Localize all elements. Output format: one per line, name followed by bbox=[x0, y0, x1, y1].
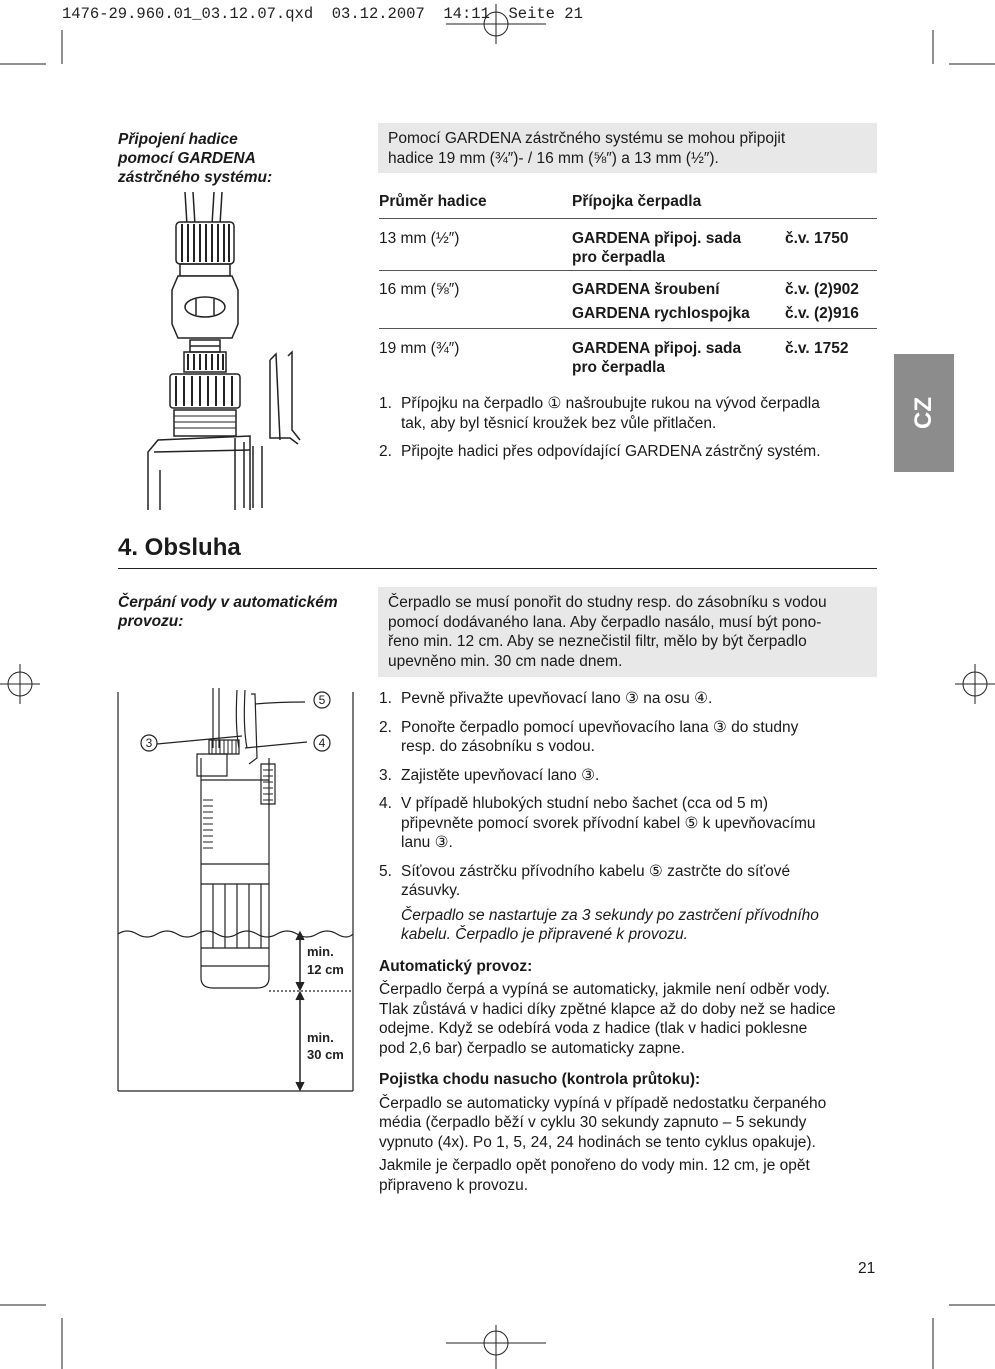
row-article: č.v. 1752 bbox=[785, 340, 849, 357]
row-size: 13 mm (½″) bbox=[379, 230, 460, 247]
step-item: 5. Síťovou zástrčku přívodního kabelu ⑤ zastrčte do síťové zásuvky. bbox=[379, 862, 791, 899]
table-row bbox=[379, 219, 877, 271]
heading-line: provozu: bbox=[118, 613, 184, 630]
step-item: 3. Zajistěte upevňovací lano ③. bbox=[379, 766, 600, 784]
header-hose-diameter: Průměr hadice bbox=[379, 193, 487, 210]
callout-4: 4 bbox=[318, 736, 326, 750]
row-article: č.v. 1750 bbox=[785, 230, 849, 247]
callout-3: 3 bbox=[145, 736, 153, 750]
box-line: hadice 19 mm (¾″)- / 16 mm (⅝″) a 13 mm (½″). bbox=[388, 149, 719, 167]
file-slug: 1476-29.960.01_03.12.07.qxd 03.12.2007 14:11 Seite 21 bbox=[62, 5, 583, 23]
heading-line: Čerpání vody v automatickém bbox=[118, 594, 338, 611]
min-30-label: min. bbox=[307, 1030, 334, 1045]
section2-side-heading bbox=[118, 593, 368, 631]
dry-run-heading: Pojistka chodu nasucho (kontrola průtoku): bbox=[379, 1071, 701, 1088]
callout-5: 5 bbox=[318, 693, 326, 707]
chapter-rule bbox=[118, 568, 877, 569]
startup-note: Čerpadlo se nastartuje za 3 sekundy po zastrčení přívodního kabelu. Čerpadlo je připravené k provozu. bbox=[401, 906, 819, 943]
page-number: 21 bbox=[858, 1260, 876, 1277]
row-product: GARDENA šroubení bbox=[572, 281, 720, 298]
box-line: pomocí dodávaného lana. Aby čerpadlo nasálo, musí být pono- bbox=[388, 613, 822, 631]
heading-line: Připojení hadice bbox=[118, 131, 238, 148]
header-pump-connection: Přípojka čerpadla bbox=[572, 193, 702, 210]
section2-steps bbox=[379, 689, 879, 901]
heading-line: zástrčného systému: bbox=[118, 169, 273, 186]
chapter-title: 4. Obsluha bbox=[118, 534, 241, 561]
step-item: 2. Ponořte čerpadlo pomocí upevňovacího lana ③ do studny resp. do zásobníku s vodou. bbox=[379, 718, 799, 755]
min-12-label: min. bbox=[307, 944, 334, 959]
box-line: Čerpadlo se musí ponořit do studny resp. do zásobníku s vodou bbox=[388, 594, 827, 611]
restart-text: Jakmile je čerpadlo opět ponořeno do vody min. 12 cm, je opět připraveno k provozu. bbox=[379, 1157, 810, 1194]
section2-info-box bbox=[378, 587, 877, 677]
box-line: upevněno min. 30 cm nade dnem. bbox=[388, 652, 623, 670]
table-header-row bbox=[379, 192, 877, 219]
step-item: 1. Přípojku na čerpadlo ① našroubujte rukou na vývod čerpadla tak, aby byl těsnicí kroužek bez vůle přitlačen. bbox=[379, 395, 820, 432]
hose-adapter-table bbox=[379, 192, 877, 384]
step-item: 1. Pevně přivažte upevňovací lano ③ na osu ④. bbox=[379, 690, 713, 707]
row-article: č.v. (2)902 bbox=[785, 281, 859, 298]
step-item: 4. V případě hlubokých studní nebo šachet (cca od 5 m) připevněte pomocí svorek přívodní kabel ⑤ k upevňovacímu lanu ③. bbox=[379, 795, 816, 851]
min-30-value: 30 cm bbox=[307, 1047, 344, 1062]
row-size: 16 mm (⅝″) bbox=[379, 281, 460, 298]
table-row bbox=[379, 329, 877, 384]
section1-side-heading bbox=[118, 130, 358, 187]
dry-run-text: Čerpadlo se automaticky vypíná v případě nedostatku čerpaného média (čerpadlo běží v cyklu 30 sekundy zapnuto – 5 sekundy vypnuto (4x). Po 1, 5, 24, 24 hodinách se tento cyklus opakuje). bbox=[379, 1094, 827, 1151]
section2-content bbox=[379, 689, 879, 1195]
min-12-value: 12 cm bbox=[307, 962, 344, 977]
row-article: č.v. (2)916 bbox=[785, 305, 859, 322]
hose-connector-illustration bbox=[140, 190, 315, 510]
heading-line: pomocí GARDENA bbox=[118, 150, 256, 167]
row-product: GARDENA rychlospojka bbox=[572, 305, 750, 322]
pump-in-well-illustration bbox=[117, 688, 357, 1093]
step-item: 2. Připojte hadici přes odpovídající GARDENA zástrčný systém. bbox=[379, 443, 821, 460]
section1-info-box bbox=[378, 123, 877, 173]
section1-steps bbox=[379, 394, 879, 462]
table-row bbox=[379, 271, 877, 329]
auto-mode-heading: Automatický provoz: bbox=[379, 957, 533, 975]
row-product: GARDENA připoj. sada pro čerpadla bbox=[572, 230, 742, 266]
auto-mode-text: Čerpadlo čerpá a vypíná se automaticky, jakmile není odběr vody. Tlak zůstává v hadici díky zpětné klapce až do doby než se hadice odejme. Když se odebírá voda z hadice (tlak v hadici poklesne pod 2,6 bar) čerpadlo se automaticky zapne. bbox=[379, 981, 836, 1057]
row-size: 19 mm (¾″) bbox=[379, 340, 460, 357]
language-tab: CZ bbox=[894, 354, 954, 472]
box-line: Pomocí GARDENA zástrčného systému se mohou připojit bbox=[388, 130, 786, 147]
box-line: řeno min. 12 cm. Aby se neznečistil filtr, mělo by být čerpadlo bbox=[388, 633, 807, 650]
row-product: GARDENA připoj. sada pro čerpadla bbox=[572, 340, 742, 376]
